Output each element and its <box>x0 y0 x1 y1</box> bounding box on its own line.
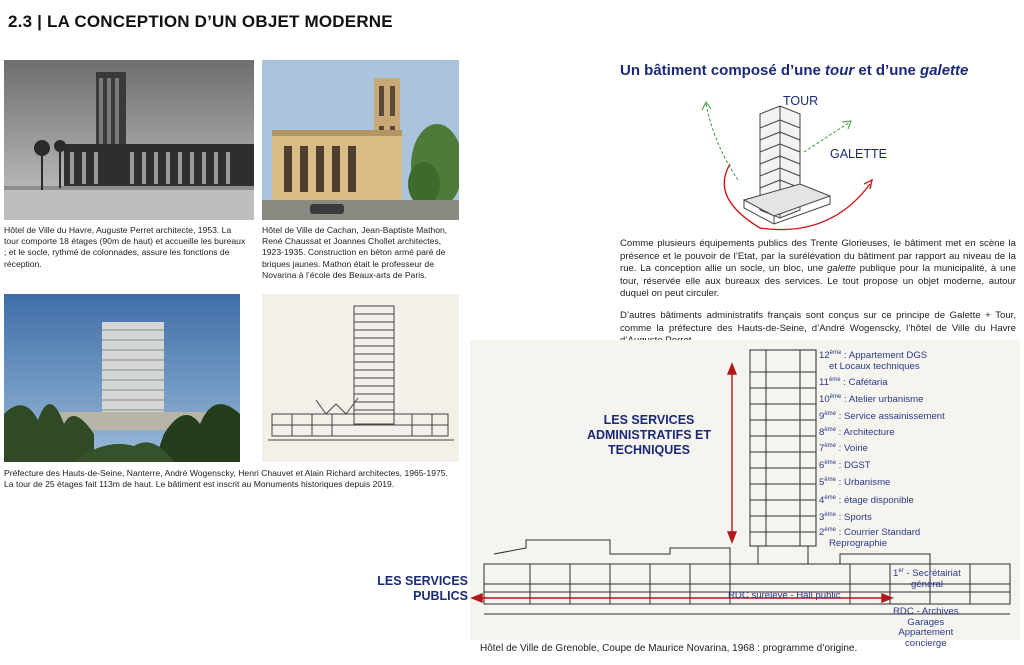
floor-text: : Appartement DGS <box>841 350 928 362</box>
nanterre-photo <box>4 294 240 462</box>
floor-text: : Cafétaria <box>840 377 888 389</box>
description-paragraph-1 <box>620 238 1016 301</box>
floor-number: 2 <box>819 527 825 539</box>
services-public-line-1: LES SERVICES <box>377 574 468 588</box>
floor-number: 5 <box>819 477 825 489</box>
label-galette: GALETTE <box>830 147 887 161</box>
services-admin-line-3: TECHNIQUES <box>608 443 690 457</box>
title-part-b: et d’une <box>854 62 921 79</box>
floor-label-1 <box>893 566 961 590</box>
floor-suffix: er <box>898 568 904 574</box>
section-title <box>620 62 968 79</box>
le-havre-caption: Hôtel de Ville du Havre, Auguste Perret architecte, 1953. La tour comporte 18 étages (90m de haut) et accueille les bureaux ; et le socle, rythmé de colonnades, assure les fonctions de réception. <box>4 225 246 269</box>
floor-suffix: ème <box>824 495 837 501</box>
floor-label-7 <box>819 441 868 455</box>
floor-text: : Architecture <box>836 427 895 439</box>
floor-label-6 <box>819 458 871 472</box>
cachan-photo <box>262 60 459 220</box>
floor-text-line-2: et Locaux techniques <box>829 360 920 372</box>
floor-text: : Courrier Standard <box>836 527 921 539</box>
floor-text: : DGST <box>836 460 871 472</box>
rdc-line-4: concierge <box>904 637 947 649</box>
floor-label-3 <box>819 510 872 524</box>
rdc-label <box>893 607 959 649</box>
rdc-line-1: RDC - Archives <box>893 606 959 617</box>
floor-number: 9 <box>819 411 825 423</box>
rdc-sureleve-label: RDC surélevé - Hall public <box>728 590 841 601</box>
floor-suffix: ème <box>829 350 842 356</box>
floor-number: 7 <box>819 443 825 455</box>
floor-text: : étage disponible <box>836 495 914 507</box>
services-public-label <box>368 574 468 604</box>
title-galette-word: galette <box>920 62 969 79</box>
services-admin-label <box>584 413 714 458</box>
floor-text: : Sports <box>836 512 872 524</box>
floor-suffix: ème <box>824 443 837 449</box>
services-public-line-2: PUBLICS <box>413 589 468 603</box>
title-tour-word: tour <box>825 62 855 79</box>
floor-label-5 <box>819 475 890 489</box>
nanterre-caption: Préfecture des Hauts-de-Seine, Nanterre, André Wogenscky, Henri Chauvet et Alain Richard architectes, 1965-1975. La tour de 25 étages fait 113m de haut. Le bâtiment est inscrit au Monuments historiques depuis 2019. <box>4 468 448 490</box>
floor-number: 6 <box>819 460 825 472</box>
floor-label-8 <box>819 425 895 439</box>
floor-suffix: ème <box>824 427 837 433</box>
floor-text-line-2: général <box>911 578 944 590</box>
services-admin-line-1: LES SERVICES <box>603 413 695 427</box>
floor-suffix: ème <box>824 512 837 518</box>
elevation-drawing <box>262 294 459 462</box>
floor-text: : Urbanisme <box>836 477 891 489</box>
para1-part-a: Comme plusieurs équipements publics des Trente Glorieuses, le bâtiment met en scène la présence et le pouvoir de l’Etat, par la surélévation du bâtiment par rapport au niveau de la rue. La conception allie un socle, un bloc, une <box>620 238 1016 275</box>
floor-number: 12 <box>819 350 830 362</box>
floor-number: 4 <box>819 495 825 507</box>
floor-label-10 <box>819 392 923 406</box>
floor-suffix: ème <box>824 527 837 533</box>
floor-label-11 <box>819 375 888 389</box>
para1-part-b: publique pour la municipalité, à une tour, réservée elle aux bureaux des services. Le tout propose un objet moderne, autour duquel on peut circuler. <box>620 263 1016 300</box>
floor-text: : Service assainissement <box>836 411 945 423</box>
para1-emphasis: galette <box>827 263 856 275</box>
floor-label-9 <box>819 409 945 423</box>
floor-text: : Voirie <box>836 443 869 455</box>
floor-suffix: ème <box>828 377 841 383</box>
title-part-a: Un bâtiment composé d’une <box>620 62 826 79</box>
floor-text-line-2: Reprographie <box>829 537 888 549</box>
description-paragraph-2: D’autres bâtiments administratifs français sont conçus sur ce principe de Galette + Tour, comme la préfecture des Hauts-de-Seine, d’André Wogenscky, l’hôtel de Ville du Havre <box>620 310 1016 334</box>
le-havre-photo <box>4 60 254 220</box>
floor-number: 3 <box>819 512 825 524</box>
floor-number: 8 <box>819 427 825 439</box>
floor-label-2 <box>819 525 920 549</box>
floor-label-4 <box>819 493 914 507</box>
floor-text: : Atelier urbanisme <box>841 394 924 406</box>
floor-label-12 <box>819 348 927 372</box>
floor-number: 1 <box>893 568 899 580</box>
cachan-caption: Hôtel de Ville de Cachan, Jean-Baptiste Mathon, René Chaussat et Joannes Chollet architectes, 1923-1935. Construction en béton armé paré de briques jaunes. Mathon était le professeur de Novarina à l’école des Beaux-arts de Paris. <box>262 225 448 280</box>
tour-galette-sketch <box>700 88 900 240</box>
floor-text: - Secrétairiat <box>903 568 961 580</box>
label-tour: TOUR <box>783 94 819 108</box>
bottom-caption: Hôtel de Ville de Grenoble, Coupe de Maurice Novarina, 1968 : programme d’origine. <box>480 643 858 654</box>
services-admin-line-2: ADMINISTRATIFS ET <box>586 428 712 442</box>
floor-suffix: ème <box>829 394 842 400</box>
floor-number: 11 <box>819 377 829 389</box>
floor-suffix: ème <box>824 460 837 466</box>
floor-number: 10 <box>819 394 830 406</box>
rdc-line-2: Garages <box>907 616 945 628</box>
floor-suffix: ème <box>824 477 837 483</box>
floor-suffix: ème <box>824 411 837 417</box>
rdc-line-3: Appartement <box>898 627 954 639</box>
page-title: 2.3 | LA CONCEPTION D’UN OBJET MODERNE <box>8 12 393 31</box>
